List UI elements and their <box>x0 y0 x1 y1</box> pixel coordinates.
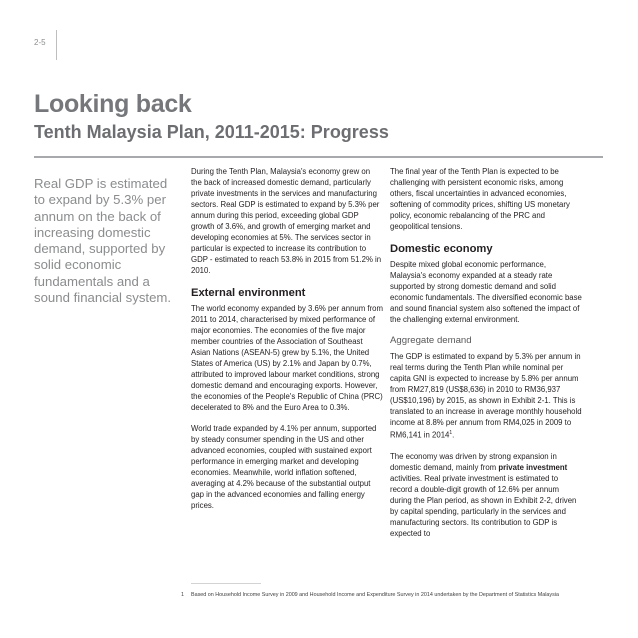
aggregate-paragraph-1: The GDP is estimated to expand by 5.3% per annum in real terms during the Tenth Plan while nominal per capita GNI is expected to increase by 5.8% per annum from RM27,819 (US$8,636) in 2010 to RM36,937 (US$10,196) by 2015, as shown in Exhibit 2-1. This is translated to an increase in average monthly household income at 8.8% per annum from RM4,025 in 2009 to RM6,141 in 2014$^1$. <box>390 352 582 440</box>
aggregate-demand-heading: Aggregate demand <box>390 335 472 346</box>
aggregate-paragraph-2 <box>390 451 582 539</box>
footnote-rule <box>191 583 261 584</box>
text-column-right <box>390 166 582 549</box>
domestic-paragraph: Despite mixed global economic performance, Malaysia's economy expanded at a steady rate supported by strong domestic demand and solid economic fundamentals. The diversified economic base and sound financial system also softened the impact of the challenging external environment. <box>390 260 582 324</box>
aggregate-paragraph-2-start: The economy was driven by strong expansion in domestic demand, mainly from <box>390 451 557 472</box>
vertical-divider <box>56 30 57 60</box>
footnote-reference: 1 <box>449 430 453 436</box>
aggregate-paragraph-1-text: The GDP is estimated to expand by 5.3% per annum in real terms during the Tenth Plan while nominal per capita GNI is expected to increase by 5.8% per annum from RM27,819 (US$8,636) in 2010 to RM36,937 (US$10,196) by 2015, as shown in Exhibit 2-1. This is translated to an increase in average monthly household income at 8.8% per annum from RM4,025 in 2009 to RM6,141 in 2014 <box>390 352 582 440</box>
page-number: 2-5 <box>34 38 46 47</box>
header-rule <box>34 156 603 158</box>
external-paragraph-1: The world economy expanded by 3.6% per annum from 2011 to 2014, characterised by mixed performance of major economies. The economies of the five major member countries of the Association of Southeast Asian Nations (ASEAN-5) grew by 5.1%, the United States of America (US) by 2.1% and Japan by 0.7%, attributed to improved labour market conditions, strong domestic demand and encouraging exports. However, the economies of the People's Republic of China (PRC) decelerated to 8% and the Euro Area to 0.3%. <box>191 304 383 412</box>
outlook-paragraph: The final year of the Tenth Plan is expected to be challenging with persistent economic risks, among others, fiscal uncertainties in advanced economies, softening of commodity prices, shifting US monetary policy, economic rebalancing of the PRC and geopolitical tensions. <box>390 167 570 231</box>
page-title: Looking back <box>34 90 192 118</box>
external-environment-heading: External environment <box>191 287 306 299</box>
private-investment-emphasis: private investment <box>498 462 568 472</box>
aggregate-paragraph-2-end: activities. Real private investment is estimated to record a double-digit growth of 12.6% per annum during the Plan period, as shown in Exhibit 2-2, driven by capital spending, particularly in the services and manufacturing sectors. Its contribution to GDP is expected to <box>390 473 577 538</box>
footnote-text: Based on Household Income Survey in 2009 and Household Income and Expenditure Survey in 2014 undertaken by the Department of Statistics Malaysia <box>191 592 559 598</box>
footnote-number: 1 <box>181 592 184 598</box>
domestic-economy-heading: Domestic economy <box>390 243 493 255</box>
text-column-left <box>191 166 383 521</box>
pull-quote: Real GDP is estimated to expand by 5.3% per annum on the back of increasing domestic demand, supported by solid economic fundamentals and a sound financial system. <box>34 176 172 306</box>
page-subtitle: Tenth Malaysia Plan, 2011-2015: Progress <box>34 122 389 142</box>
intro-paragraph: During the Tenth Plan, Malaysia's economy grew on the back of increased domestic demand, particularly private investments in the services and manufacturing sectors. Real GDP is estimated to expand by 5.3% per annum during this period, exceeding global GDP growth of 3.6%, and growth of emerging market and developing economies at 5%. The services sector in particular is expected to increase its contribution to GDP - estimated to reach 53.8% in 2015 from 51.2% in 2010. <box>191 167 382 275</box>
footnote <box>181 591 591 599</box>
external-paragraph-2: World trade expanded by 4.1% per annum, supported by steady consumer spending in the US and other advanced economies, coupled with sustained export performance in emerging market and developing economies. Meanwhile, world inflation softened, averaging at 4.2% because of the substantial output gap in the advanced economies and falling energy prices. <box>191 424 377 510</box>
